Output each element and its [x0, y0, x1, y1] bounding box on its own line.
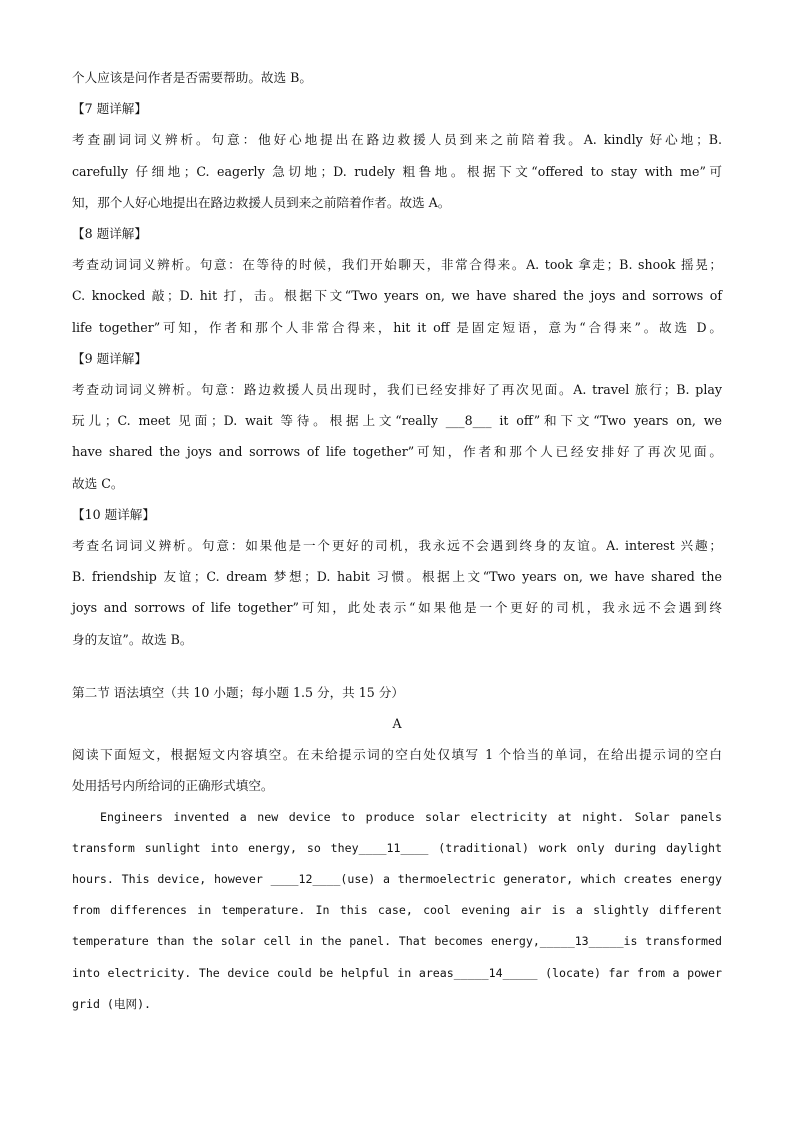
- text-line: 考查副词词义辨析。句意：他好心地提出在路边救援人员到来之前陪着我。A. kindly 好心地；B.: [72, 132, 722, 148]
- text-line: life together”可知，作者和那个人非常合得来，hit it off 是固定短语，意为“合得来”。故选 D。: [72, 319, 722, 335]
- text-line: joys and sorrows of life together”可知，此处表示“如果他是一个更好的司机，我永远不会遇到终: [72, 600, 722, 616]
- text-line: C. knocked 敲；D. hit 打，击。根据下文“Two years on, we have shared the joys and sorrows of: [72, 288, 722, 304]
- passage-line: grid (电网).: [72, 996, 152, 1011]
- text-line: carefully 仔细地；C. eagerly 急切地；D. rudely 粗鲁地。根据下文“offered to stay with me”可: [72, 163, 722, 179]
- passage-line: Engineers invented a new device to produce solar electricity at night. Solar panels: [100, 809, 722, 824]
- passage-line: from differences in temperature. In this case, cool evening air is a slightly different: [72, 903, 722, 918]
- text-line: 考查动词词义辨析。句意：在等待的时候，我们开始聊天，非常合得来。A. took 拿走；B. shook 摇晃；: [72, 257, 722, 273]
- question-heading: 【10 题详解】: [72, 506, 155, 522]
- text-line: 故选 C。: [72, 475, 124, 491]
- document-page: [72, 62, 722, 1020]
- instruction-line: 处用括号内所给词的正确形式填空。: [72, 778, 274, 794]
- section-title: 第二节 语法填空（共 10 小题；每小题 1.5 分，共 15 分）: [72, 684, 404, 700]
- text-line: 玩儿；C. meet 见面；D. wait 等待。根据上文“really ___8___ it off”和下文“Two years on, we: [72, 413, 722, 429]
- text-line: 考查动词词义辨析。句意：路边救援人员出现时，我们已经安排好了再次见面。A. travel 旅行；B. play: [72, 382, 722, 398]
- passage-line: hours. This device, however ____12____(use) a thermoelectric generator, which creates energy: [72, 872, 722, 887]
- text-line: B. friendship 友谊；C. dream 梦想；D. habit 习惯。根据上文“Two years on, we have shared the: [72, 569, 722, 585]
- question-heading: 【9 题详解】: [72, 350, 147, 366]
- text-line: 个人应该是问作者是否需要帮助。故选 B。: [72, 70, 312, 85]
- passage-line: temperature than the solar cell in the panel. That becomes energy,_____13_____is transformed: [72, 934, 722, 949]
- text-line: 知，那个人好心地提出在路边救援人员到来之前陪着作者。故选 A。: [72, 194, 451, 210]
- passage-line: into electricity. The device could be helpful in areas_____14_____ (locate) far from a power: [72, 965, 722, 980]
- text-line: have shared the joys and sorrows of life together”可知，作者和那个人已经安排好了再次见面。: [72, 444, 722, 460]
- text-line: 考查名词词义辨析。句意：如果他是一个更好的司机，我永远不会遇到终身的友谊。A. interest 兴趣；: [72, 538, 722, 554]
- text-line: 身的友谊”。故选 B。: [72, 631, 193, 647]
- question-heading: 【8 题详解】: [72, 226, 147, 242]
- spacer: [72, 655, 722, 677]
- instruction-line: 阅读下面短文，根据短文内容填空。在未给提示词的空白处仅填写 1 个恰当的单词，在给出提示词的空白: [72, 747, 722, 763]
- passage-line: transform sunlight into energy, so they____11____ (traditional) work only during daylight: [72, 840, 722, 855]
- passage-label: A: [392, 716, 402, 732]
- question-heading: 【7 题详解】: [72, 101, 147, 117]
